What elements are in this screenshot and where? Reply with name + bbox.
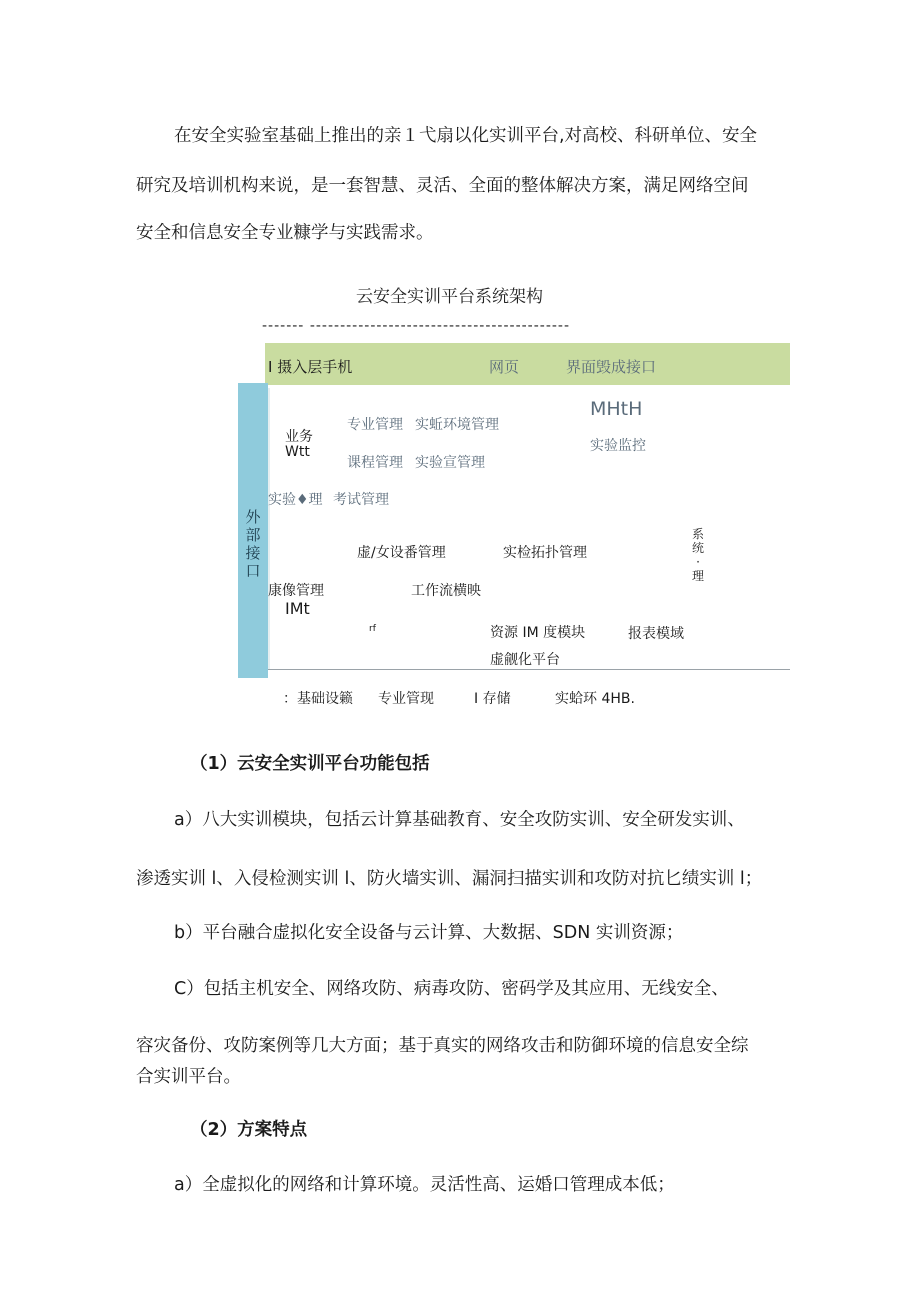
business-sub-label: Wtt	[285, 444, 310, 460]
business-label: 业务	[285, 429, 313, 445]
intro-line-3: 安全和信息安全专业糠学与实践需求。	[136, 223, 434, 243]
virt-platform-label: 虚觎化平台	[490, 652, 560, 668]
rf-label: rf	[369, 624, 376, 634]
section-1-c-line-1: C）包括主机安全、网络攻防、病毒攻防、密码学及其应用、无线安全、	[174, 979, 729, 999]
intro-line-2: 研究及培训机构来说，是一套智慧、灵活、全面的整体解决方案，满足网络空间	[136, 176, 749, 196]
section-1-a-line-1: a）八大实训模块，包括云计算基础教育、安全攻防实训、安全研发实训、	[174, 810, 745, 830]
diagram-title: 云安全实训平台系统架构	[356, 287, 543, 307]
exp-env-label: 实蛤环 4HB.	[555, 691, 635, 707]
exp-li-label: 实验♦理	[268, 492, 323, 508]
section-1-b-line: b）平台融合虚拟化安全设备与云计算、大数据、SDN 实训资源；	[174, 923, 684, 943]
course-mgmt-label: 课程管理	[347, 455, 403, 471]
resource-module-label: 资源 IM 度模块	[490, 625, 586, 641]
inner-divider	[268, 388, 270, 670]
external-interface-label: 外 部 接 口	[245, 508, 261, 580]
diagram-dashes: ------- -------------------------------------------	[262, 318, 571, 334]
exp-monitor-label: 实验监控	[590, 438, 646, 454]
bottom-divider	[268, 669, 790, 670]
section-1-heading: （1）云安全实训平台功能包括	[190, 754, 430, 774]
image-mgmt-sub-label: IMt	[285, 599, 310, 618]
pro-mgmt-label: 专业管理	[347, 417, 403, 433]
base-infra-label: ：基础设籁	[283, 691, 353, 707]
report-module-label: 报表模域	[628, 626, 684, 642]
storage-label: I 存储	[474, 691, 511, 707]
section-1-a-line-2: 渗透实训 l、入侵检测实训 l、防火墙实训、漏洞扫描实训和攻防对抗匕绩实训 l；	[136, 869, 763, 889]
exam-mgmt-label: 考试管理	[333, 492, 389, 508]
system-mgmt-label: 系 统 · 理	[691, 527, 704, 583]
section-2-heading: （2）方案特点	[190, 1120, 308, 1140]
exp-xuan-mgmt-label: 实验宣管理	[415, 455, 485, 471]
mhth-label: MHtH	[590, 398, 643, 420]
access-layer-label: I 摄入层手机	[268, 358, 353, 376]
image-mgmt-label: 康像管理	[268, 583, 324, 599]
workflow-label: 工作流横映	[411, 583, 481, 599]
intro-line-1: 在安全实验室基础上推出的亲１弋扇以化实训平台,对高校、科研单位、安全	[174, 126, 758, 146]
device-mgmt-label: 虚/女设番管理	[357, 545, 446, 561]
ui-interface-label: 界面毁成接口	[566, 358, 657, 376]
section-1-c-line-2: 容灾备份、攻防案例等几大方面；基于真实的网络攻击和防御环境的信息安全综	[136, 1036, 749, 1056]
web-label: 网页	[489, 358, 520, 376]
section-1-c-line-3: 合实训平台。	[136, 1067, 241, 1087]
pro-manage-label: 专业管现	[378, 691, 434, 707]
topo-mgmt-label: 实检拓扑管理	[503, 545, 587, 561]
env-mgmt-label: 实蚯环境管理	[415, 417, 499, 433]
section-2-a-line: a）全虚拟化的网络和计算环境。灵活性高、运婚口管理成本低；	[174, 1175, 675, 1195]
